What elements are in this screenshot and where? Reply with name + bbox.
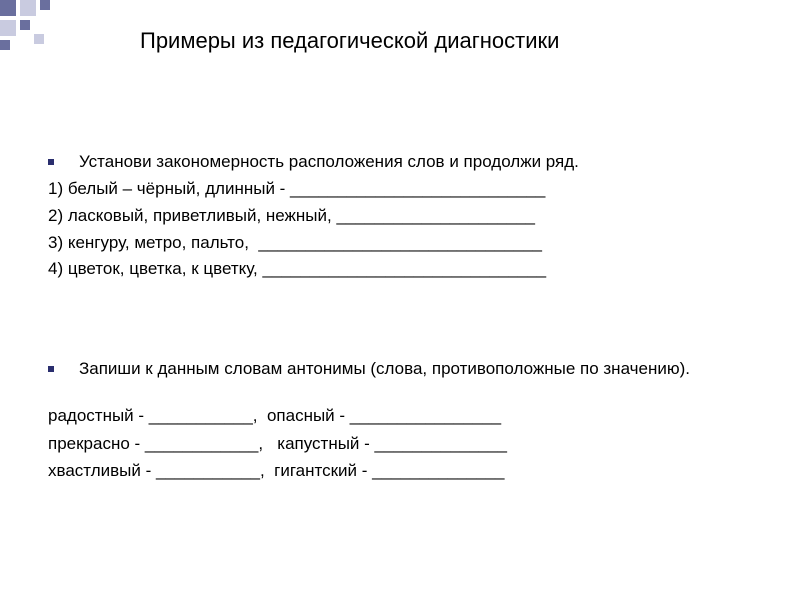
decor-square — [0, 40, 10, 50]
corner-decoration — [0, 0, 60, 60]
decor-square — [0, 0, 16, 16]
task1-line: 4) цветок, цветка, к цветку, ______________________________ — [48, 259, 547, 278]
task2-instruction-item — [48, 358, 748, 380]
task2-line: прекрасно - ____________, капустный - ______________ — [48, 434, 507, 453]
task1-line: 3) кенгуру, метро, пальто, ______________________________ — [48, 233, 543, 252]
task1-line: 2) ласковый, приветливый, нежный, _____________________ — [48, 206, 536, 225]
task1-instruction-item — [48, 151, 768, 173]
decor-square — [20, 20, 30, 30]
decor-square — [0, 20, 16, 36]
task2-line: хвастливый - ___________, гигантский - ______________ — [48, 461, 505, 480]
task1-instruction: Установи закономерность расположения слов и продолжи ряд. — [79, 152, 579, 171]
task2-instruction: Запиши к данным словам антонимы (слова, противоположные по значению). — [79, 359, 690, 378]
bullet-icon — [48, 366, 54, 372]
decor-square — [40, 0, 50, 10]
bullet-icon — [48, 159, 54, 165]
decor-square — [20, 0, 36, 16]
slide-title: Примеры из педагогической диагностики — [140, 28, 560, 53]
task2-line: радостный - ___________, опасный - ________________ — [48, 406, 502, 425]
decor-square — [34, 34, 44, 44]
task1-line: 1) белый – чёрный, длинный - ___________________________ — [48, 179, 546, 198]
